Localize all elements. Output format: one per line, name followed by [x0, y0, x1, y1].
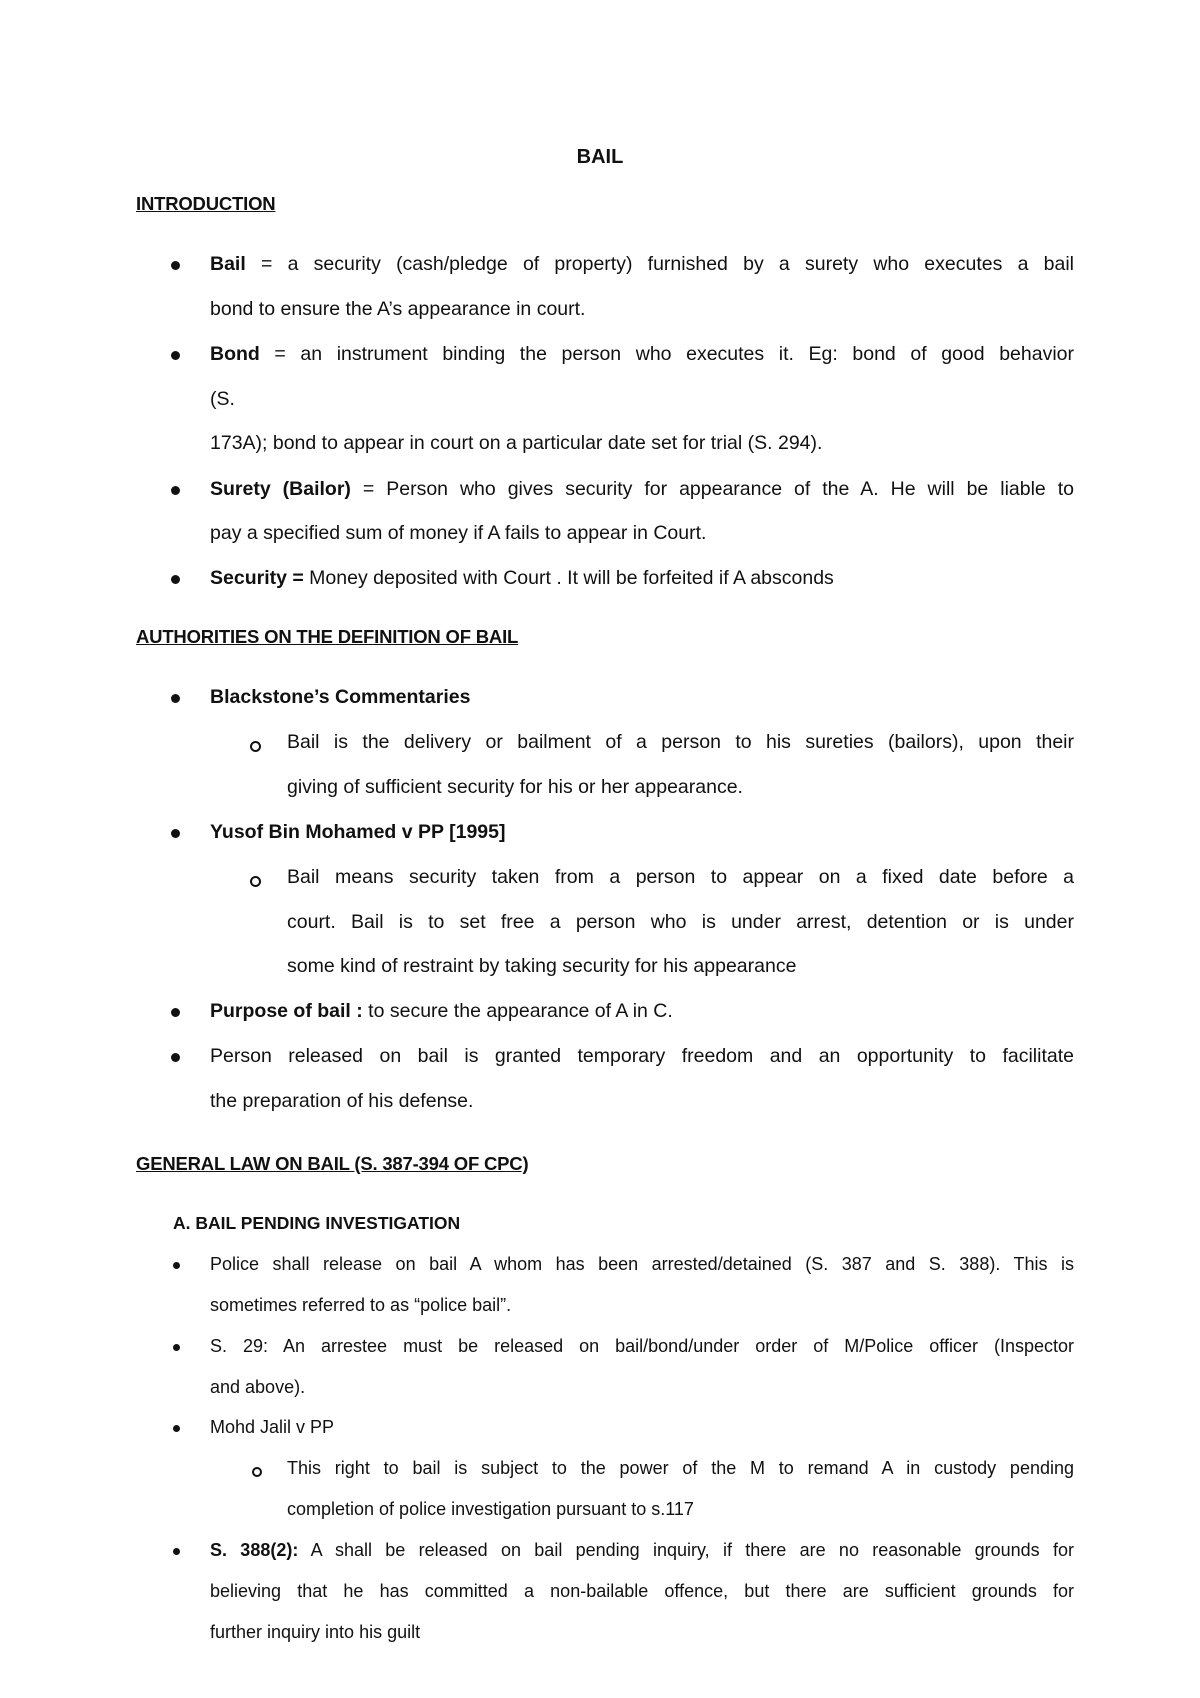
bullet-icon	[173, 1344, 180, 1351]
bond-definition-line-3: 173A); bond to appear in court on a particular date set for trial (S. 294).	[210, 432, 823, 454]
s29-line-2: and above).	[210, 1377, 306, 1397]
blackstone-line-2: giving of sufficient security for his or her appearance.	[287, 776, 743, 798]
s29-line-1: S. 29: An arrestee must be released on bail/bond/under order of M/Police officer (Inspector	[210, 1336, 1074, 1356]
surety-definition-line-2: pay a specified sum of money if A fails to appear in Court.	[210, 522, 707, 544]
bond-text: = an instrument binding the person who executes it. Eg: bond of good behavior	[259, 343, 1074, 365]
bullet-icon	[171, 351, 180, 360]
heading-authorities: AUTHORITIES ON THE DEFINITION OF BAIL	[136, 626, 519, 647]
purpose-text: to secure the appearance of A in C.	[362, 1000, 673, 1022]
hollow-bullet-icon	[250, 741, 261, 752]
surety-term: Surety (Bailor)	[210, 478, 351, 500]
police-bail-line-1: Police shall release on bail A whom has been arrested/detained (S. 387 and S. 388). This is	[210, 1254, 1074, 1274]
blackstone-commentaries: Blackstone’s Commentaries	[210, 686, 471, 708]
bullet-icon	[171, 829, 180, 838]
yusof-case: Yusof Bin Mohamed v PP [1995]	[210, 821, 506, 843]
released-line-2: the preparation of his defense.	[210, 1090, 474, 1112]
security-definition-line-1	[210, 567, 834, 590]
bond-term: Bond	[210, 343, 260, 365]
jalil-line-2: completion of police investigation pursuant to s.117	[287, 1499, 694, 1519]
bail-definition-line-1	[210, 253, 1074, 276]
surety-definition-line-1	[210, 478, 1074, 501]
subheading-bail-pending-investigation: A. BAIL PENDING INVESTIGATION	[173, 1213, 461, 1233]
yusof-line-1: Bail means security taken from a person to appear on a fixed date before a	[287, 866, 1074, 888]
bullet-icon	[171, 1053, 180, 1062]
bullet-icon	[173, 1425, 180, 1432]
bullet-icon	[171, 1008, 180, 1017]
bond-definition-line-2: (S.	[210, 388, 235, 410]
hollow-bullet-icon	[250, 876, 261, 887]
police-bail-line-2: sometimes referred to as “police bail”.	[210, 1295, 512, 1315]
bullet-icon	[173, 1262, 180, 1269]
s388-line-2: believing that he has committed a non-bailable offence, but there are sufficient grounds for	[210, 1581, 1074, 1601]
bullet-icon	[171, 261, 180, 270]
released-line-1: Person released on bail is granted temporary freedom and an opportunity to facilitate	[210, 1045, 1074, 1067]
heading-general-law: GENERAL LAW ON BAIL (S. 387-394 OF CPC)	[136, 1153, 529, 1174]
security-text: Money deposited with Court . It will be forfeited if A absconds	[303, 567, 834, 589]
bullet-icon	[171, 694, 180, 703]
security-term: Security =	[210, 567, 304, 589]
purpose-term: Purpose of bail :	[210, 1000, 363, 1022]
purpose-of-bail	[210, 1000, 673, 1023]
bullet-icon	[171, 486, 180, 495]
s388-text: A shall be released on bail pending inquiry, if there are no reasonable grounds for	[298, 1540, 1074, 1560]
hollow-bullet-icon	[252, 1467, 262, 1477]
bail-definition-line-2: bond to ensure the A’s appearance in court.	[210, 298, 586, 320]
bullet-icon	[171, 575, 180, 584]
s388-line-3: further inquiry into his guilt	[210, 1622, 421, 1642]
yusof-line-3: some kind of restraint by taking security for his appearance	[287, 955, 797, 977]
bullet-icon	[173, 1548, 180, 1555]
bail-term: Bail	[210, 253, 246, 275]
s388-line-1	[210, 1540, 1074, 1561]
jalil-line-1: This right to bail is subject to the power of the M to remand A in custody pending	[287, 1458, 1074, 1478]
bail-text: = a security (cash/pledge of property) furnished by a surety who executes a bail	[245, 253, 1074, 275]
bond-definition-line-1	[210, 343, 1074, 366]
mohd-jalil-case: Mohd Jalil v PP	[210, 1417, 335, 1437]
s388-term: S. 388(2):	[210, 1540, 299, 1560]
yusof-line-2: court. Bail is to set free a person who is under arrest, detention or is under	[287, 911, 1074, 933]
surety-text: = Person who gives security for appearance of the A. He will be liable to	[350, 478, 1074, 500]
blackstone-line-1: Bail is the delivery or bailment of a person to his sureties (bailors), upon their	[287, 731, 1074, 753]
heading-introduction: INTRODUCTION	[136, 193, 276, 214]
document-title: BAIL	[576, 146, 624, 168]
